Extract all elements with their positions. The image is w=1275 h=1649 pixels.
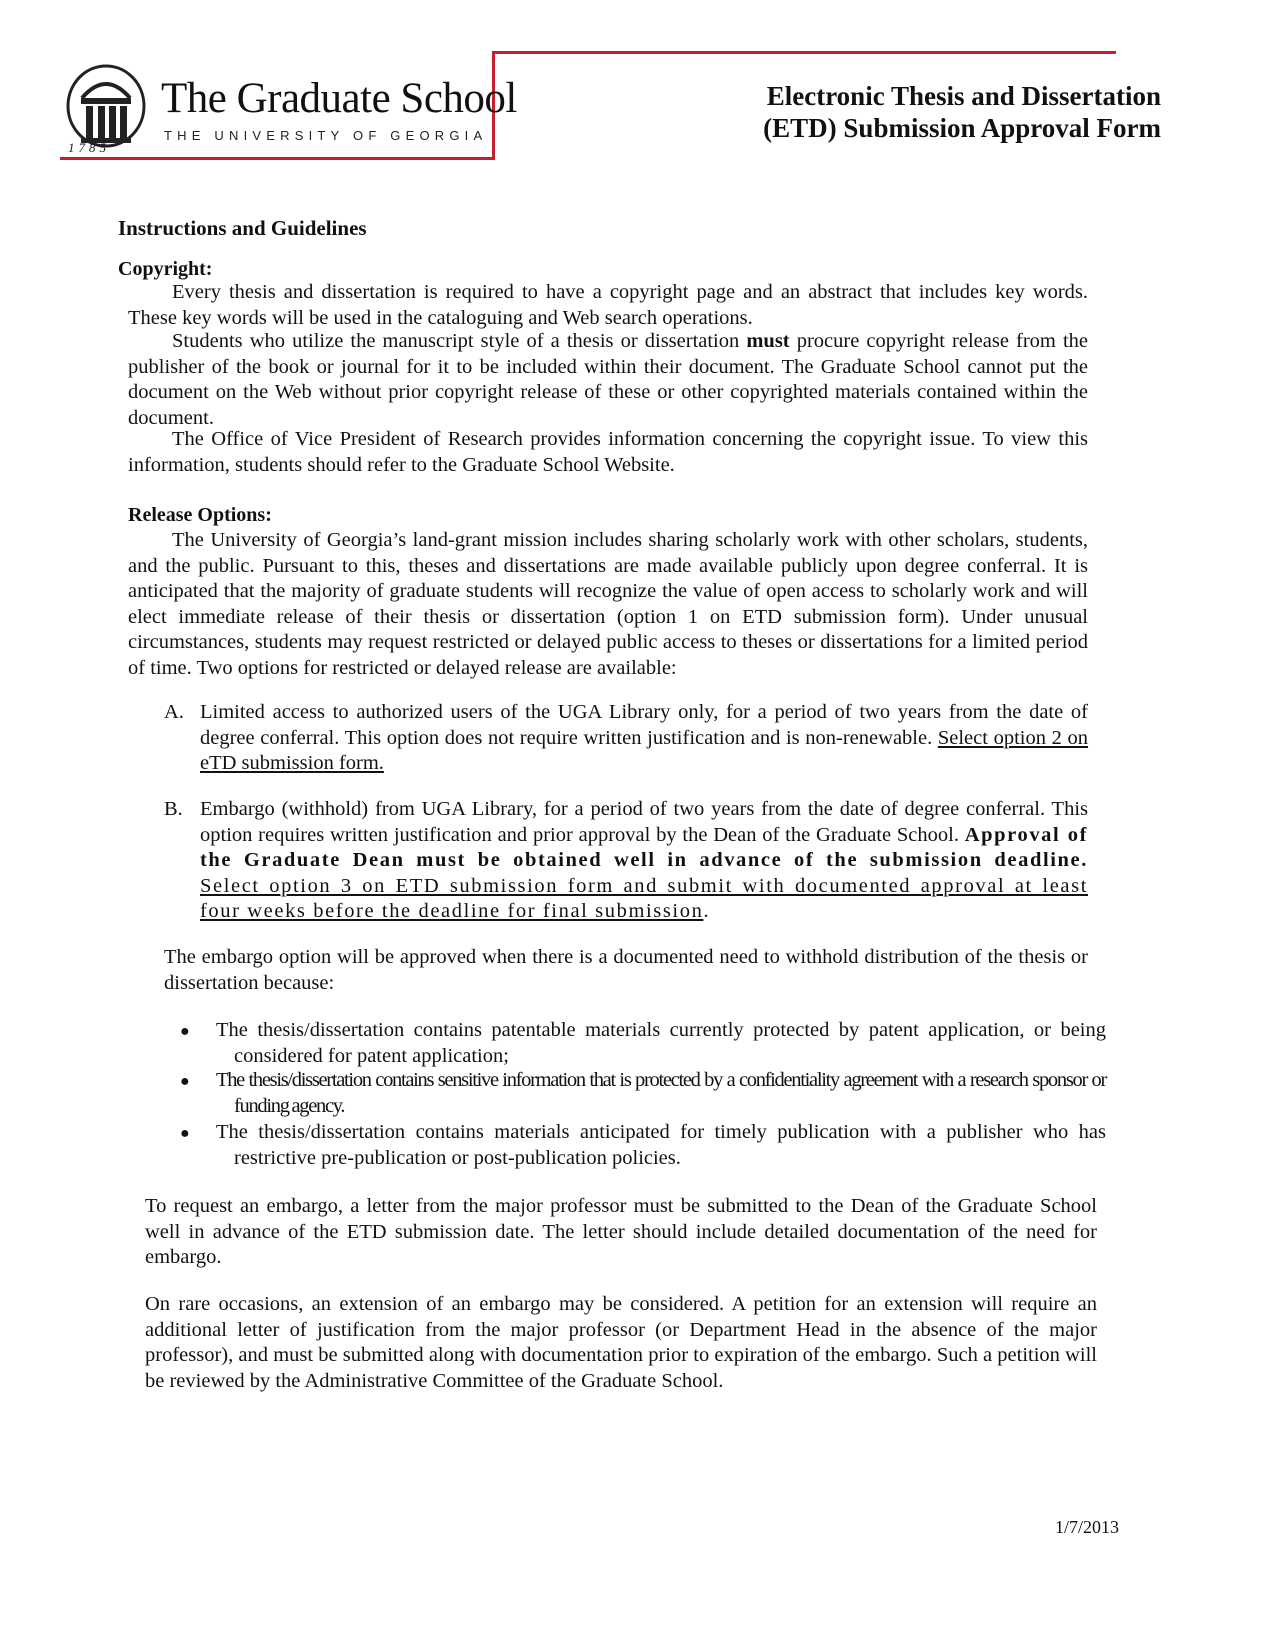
form-title-line1: Electronic Thesis and Dissertation	[766, 81, 1161, 111]
form-title-line2: (ETD) Submission Approval Form	[763, 113, 1161, 143]
release-options-heading: Release Options:	[128, 504, 272, 526]
bullet-text-1: The thesis/dissertation contains patentable materials currently protected by patent application, or being considered for patent application;	[216, 1019, 1106, 1067]
bullet-dot-2: ●	[180, 1073, 190, 1090]
bullet-dot-3: ●	[180, 1125, 190, 1142]
option-b-label: B.	[164, 798, 183, 820]
option-b-select-note: Select option 3 on ETD submission form and submit with documented approval at least four weeks before the deadline for final submission	[200, 874, 1088, 922]
instructions-heading: Instructions and Guidelines	[118, 216, 367, 240]
copyright-paragraph-1: Every thesis and dissertation is required to have a copyright page and an abstract that includes key words. These key words will be used in the cataloguing and Web search operations.	[128, 281, 1088, 329]
bullet-dot-1: ●	[180, 1023, 190, 1040]
copyright-p2-must: must	[746, 330, 790, 352]
option-b-end: .	[703, 900, 709, 922]
bullet-item-3	[216, 1120, 1106, 1171]
option-b-text	[200, 797, 1088, 925]
logo-subtitle: THE UNIVERSITY OF GEORGIA	[164, 128, 488, 143]
release-paragraph: The University of Georgia’s land-grant mission includes sharing scholarly work with other scholars, students, and the public. Pursuant to this, theses and dissertations are made available publicly upon degree conferral. It is anticipated that the majority of graduate students will recognize the value of open access to scholarly work and will elect immediate release of their thesis or dissertation (option 1 on ETD submission form). Under unusual circumstances, students may request restricted or delayed public access to theses or dissertations for a limited period of time. Two options for restricted or delayed release are available:	[128, 529, 1088, 679]
option-a-label: A.	[164, 701, 184, 723]
copyright-p2-start: Students who utilize the manuscript style of a thesis or dissertation	[172, 330, 747, 352]
bullet-item-2	[216, 1068, 1106, 1119]
copyright-paragraph-2	[128, 329, 1088, 431]
form-title	[763, 80, 1161, 144]
copyright-heading: Copyright:	[118, 258, 213, 280]
header-rule-top	[492, 51, 1116, 54]
option-a-select-note: Select option 2 on eTD submission form.	[200, 726, 1089, 774]
embargo-extension-paragraph: On rare occasions, an extension of an embargo may be considered. A petition for an extension will require an additional letter of justification from the major professor (or Department Head in the absence of the major professor), and must be submitted along with documentation prior to expiration of the embargo. Such a petition will be reviewed by the Administrative Committee of the Graduate School.	[145, 1293, 1097, 1392]
embargo-request-paragraph: To request an embargo, a letter from the major professor must be submitted to the Dean of the Graduate School well in advance of the ETD submission date. The letter should include detailed documentation of the need for embargo.	[145, 1195, 1097, 1268]
bullet-item-1	[216, 1018, 1106, 1069]
bullet-text-3: The thesis/dissertation contains materials anticipated for timely publication with a publisher who has restrictive pre-publication or post-publication policies.	[216, 1121, 1106, 1169]
logo-title: The Graduate School	[161, 75, 517, 122]
bullet-text-2: The thesis/dissertation contains sensitive information that is protected by a confidentiality agreement with a research sponsor or funding agency.	[216, 1069, 1106, 1117]
graduate-school-logo	[64, 62, 517, 158]
copyright-paragraph-3: The Office of Vice President of Research provides information concerning the copyright issue. To view this information, students should refer to the Graduate School Website.	[128, 428, 1088, 476]
copyright-p2-end: procure copyright release from the publisher of the book or journal for it to be included within their document. The Graduate School cannot put the document on the Web without prior copyright release of these or other copyrighted materials contained within the document.	[128, 330, 1088, 429]
footer-date: 1/7/2013	[1055, 1517, 1120, 1537]
option-b-approval-note: Approval of the Graduate Dean must be obtained well in advance of the submission deadline.	[200, 823, 1088, 871]
option-a-body: Limited access to authorized users of the UGA Library only, for a period of two years from the date of degree conferral. This option does not require written justification and is non-renewable.	[200, 701, 1088, 749]
logo-year: 1785	[68, 140, 110, 155]
option-a-text	[200, 700, 1088, 777]
option-b-body: Embargo (withhold) from UGA Library, for a period of two years from the date of degree conferral. This option requires written justification and prior approval by the Dean of the Graduate School.	[200, 798, 1088, 846]
embargo-intro: The embargo option will be approved when there is a documented need to withhold distribution of the thesis or dissertation because:	[164, 946, 1088, 994]
